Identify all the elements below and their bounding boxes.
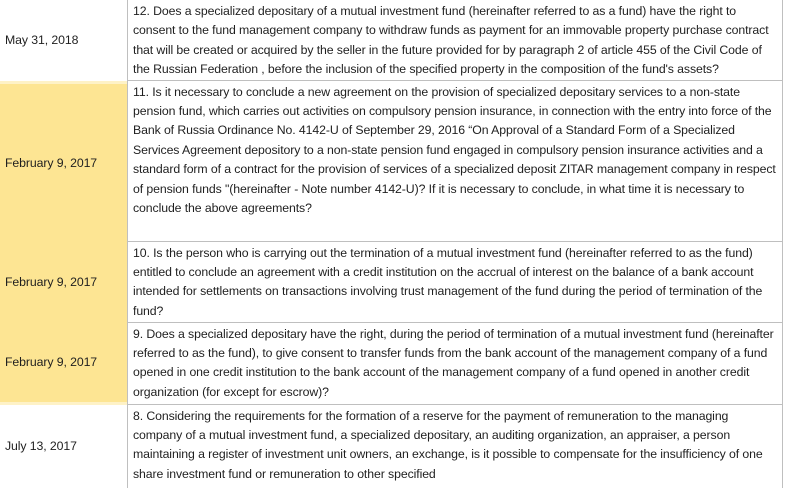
table-row <box>0 242 783 323</box>
date-cell[interactable]: July 13, 2017 <box>5 439 77 454</box>
question-cell[interactable]: 8. Considering the requirements for the formation of a reserve for the payment of remuneration to the managing company of a mutual investment fund, a specialized depositary, an auditing organization, an appraiser, a person maintaining a register of investment unit owners, an exchange, is it possible to compensate for the insufficiency of one share investment fund or remuneration to other specified <box>127 405 783 488</box>
table-row <box>0 405 783 488</box>
table-row <box>0 0 783 81</box>
table-row <box>0 323 783 405</box>
date-cell[interactable]: February 9, 2017 <box>0 81 127 242</box>
date-cell[interactable]: May 31, 2018 <box>5 33 79 48</box>
date-cell[interactable]: February 9, 2017 <box>0 323 127 405</box>
question-cell[interactable]: 10. Is the person who is carrying out the termination of a mutual investment fund (hereinafter referred to as the fund) entitled to conclude an agreement with a credit institution on the accrual of interest on the balance of a bank account intended for settlements on transactions involving trust management of the fund during the period of termination of the fund? <box>127 242 783 323</box>
question-cell[interactable]: 12. Does a specialized depositary of a mutual investment fund (hereinafter referred to as a fund) have the right to consent to the fund management company to withdraw funds as payment for an immovable property purchase contract that will be created or acquired by the seller in the future provided for by paragraph 2 of article 455 of the Civil Code of the Russian Federation , before the inclusion of the specified property in the composition of the fund's assets? <box>127 0 783 81</box>
question-cell[interactable]: 9. Does a specialized depositary have the right, during the period of termination of a mutual investment fund (hereinafter referred to as the fund), to give consent to transfer funds from the bank account of the management company of a fund opened in one credit institution to the bank account of the management company of a fund opened in another credit organization (for except for escrow)? <box>127 323 783 405</box>
table-row <box>0 81 783 242</box>
question-cell[interactable]: 11. Is it necessary to conclude a new agreement on the provision of specialized depositary services to a non-state pension fund, which carries out activities on compulsory pension insurance, in connection with the entry into force of the Bank of Russia Ordinance No. 4142-U of September 29, 2016 “On Approval of a Standard Form of a Specialized Services Agreement depository to a non-state pension fund engaged in compulsory pension insurance activities and a standard form of a contract for the provision of services of a specialized deposit ZITAR management company in respect of pension funds "(hereinafter - Note number 4142-U)? If it is necessary to conclude, in what time it is necessary to conclude the above agreements? <box>127 81 783 242</box>
date-cell[interactable]: February 9, 2017 <box>0 242 127 323</box>
